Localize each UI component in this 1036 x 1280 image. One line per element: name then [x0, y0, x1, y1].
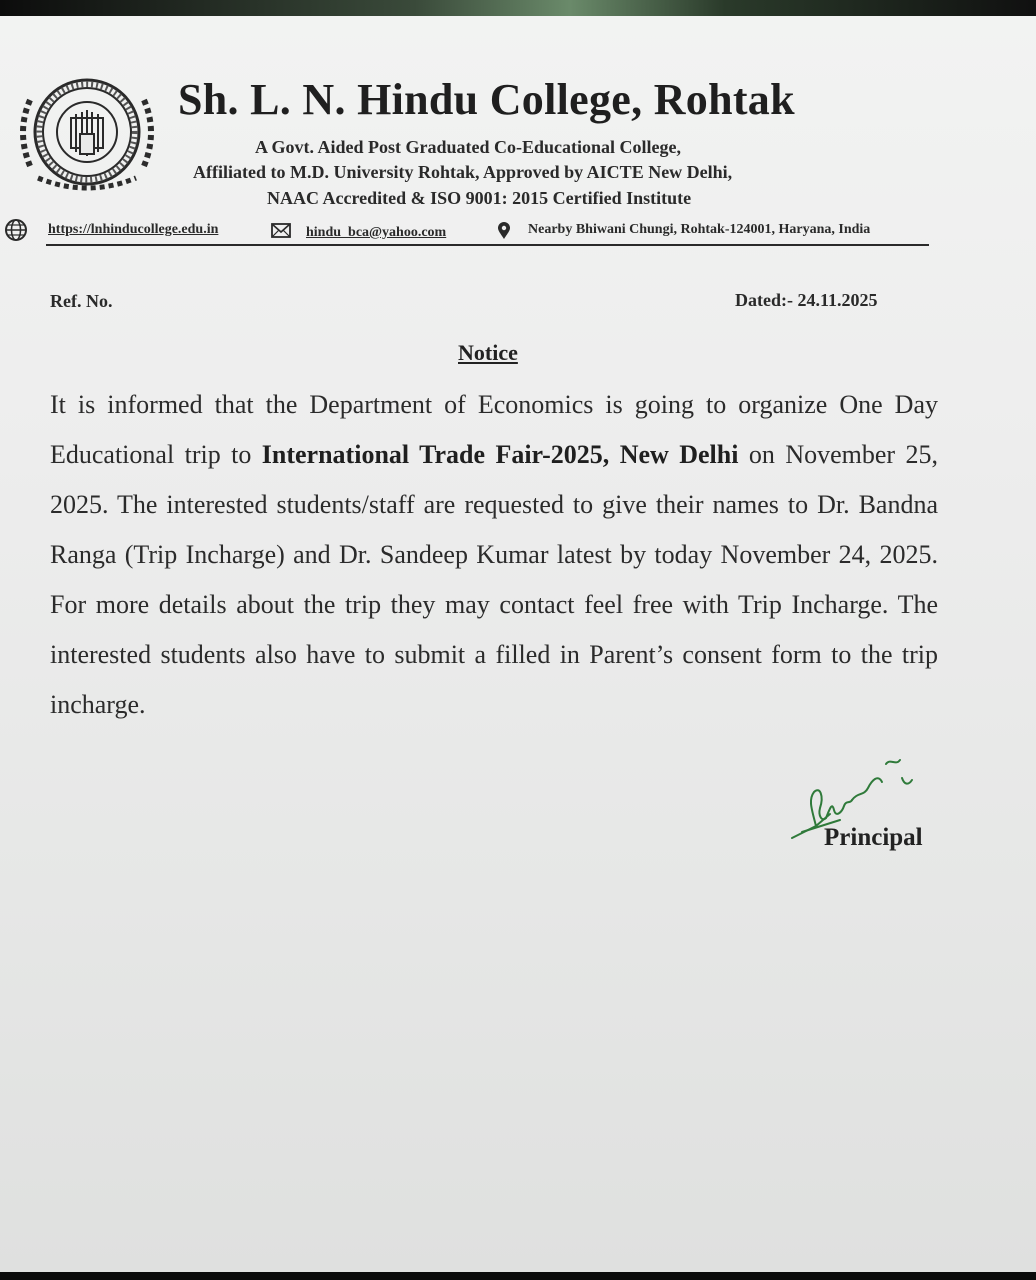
- website-link[interactable]: https://lnhinducollege.edu.in: [48, 222, 219, 237]
- globe-icon: [4, 218, 28, 242]
- college-emblem-icon: [8, 70, 166, 194]
- ref-number-label: Ref. No.: [50, 291, 113, 311]
- notice-body-part-1: It is informed that the Department of Economics is going to organize One Day Educational trip to: [50, 390, 938, 469]
- college-address: Nearby Bhiwani Chungi, Rohtak-124001, Haryana, India: [528, 222, 871, 237]
- header-divider: [46, 244, 929, 246]
- college-subtitle-line-1: A Govt. Aided Post Graduated Co-Educational College,: [255, 137, 682, 157]
- notice-date: Dated:- 24.11.2025: [735, 290, 878, 310]
- email-link[interactable]: hindu_bca@yahoo.com: [306, 225, 447, 240]
- photo-bottom-edge: [0, 1272, 1036, 1280]
- notice-title: Notice: [458, 340, 518, 365]
- college-subtitle-line-2: Affiliated to M.D. University Rohtak, Approved by AICTE New Delhi,: [193, 162, 733, 182]
- college-subtitle-line-3: NAAC Accredited & ISO 9001: 2015 Certified Institute: [267, 188, 692, 208]
- notice-body-part-2: on November 25, 2025. The interested students/staff are requested to give their names to Dr. Bandna Ranga (Trip Incharge) and Dr. Sandeep Kumar latest by today November 24, 2025. For more details about the trip they may contact feel free with Trip Incharge. The interested students also have to submit a filled in Parent’s consent form to the trip incharge.: [50, 440, 938, 719]
- location-pin-icon: [497, 222, 511, 240]
- college-name: Sh. L. N. Hindu College, Rohtak: [178, 75, 795, 124]
- envelope-icon: [271, 223, 291, 238]
- notice-body: [50, 380, 938, 730]
- signatory-title: Principal: [824, 824, 923, 851]
- notice-body-highlight: International Trade Fair-2025, New Delhi: [261, 440, 739, 469]
